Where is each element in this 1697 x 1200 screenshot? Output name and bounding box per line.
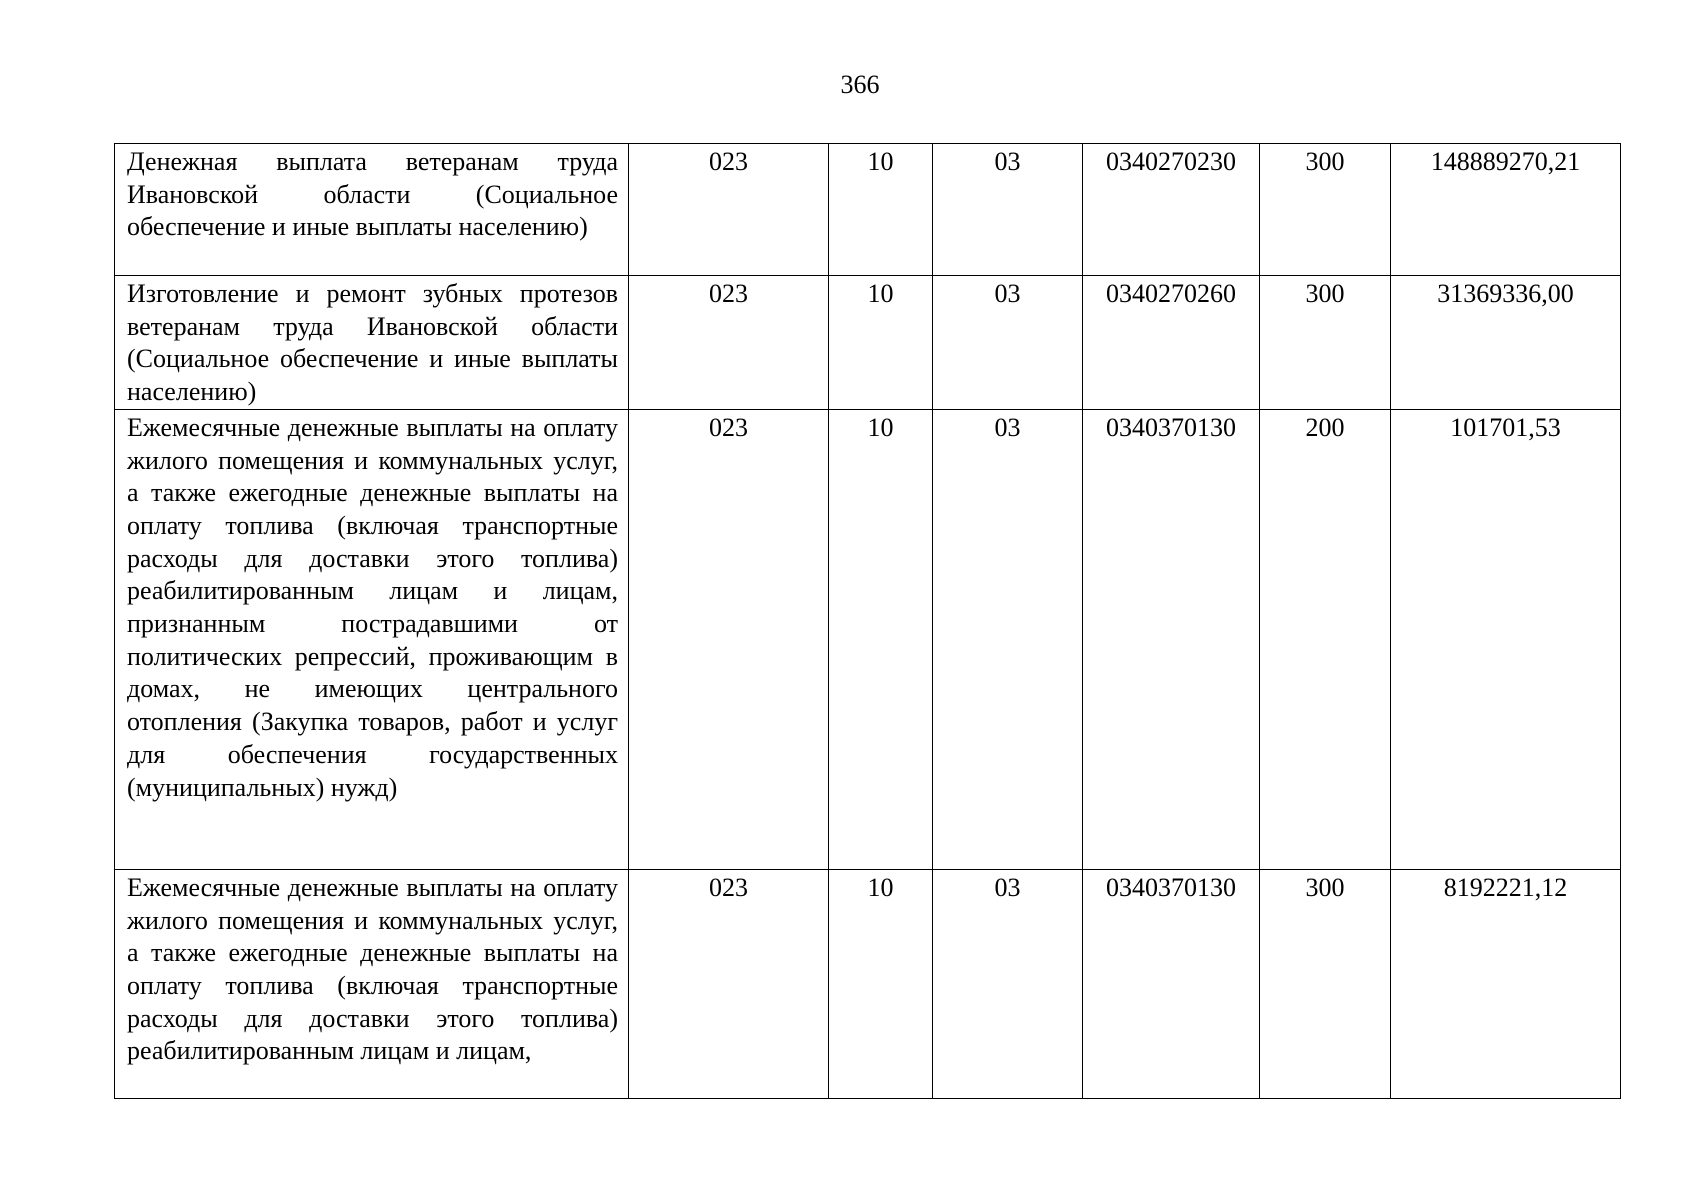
row-amount: 31369336,00 xyxy=(1391,276,1621,410)
row-gr-code: 023 xyxy=(629,409,829,869)
row-section-code: 10 xyxy=(829,409,933,869)
row-target-code: 0340370130 xyxy=(1083,409,1260,869)
row-subsection-code: 03 xyxy=(933,409,1083,869)
row-target-code: 0340270260 xyxy=(1083,276,1260,410)
table-row xyxy=(115,144,1621,276)
row-target-code: 0340270230 xyxy=(1083,144,1260,276)
row-expense-type-code: 300 xyxy=(1260,276,1391,410)
row-subsection-code: 03 xyxy=(933,869,1083,1098)
row-target-code: 0340370130 xyxy=(1083,869,1260,1098)
page-number: 366 xyxy=(840,70,880,99)
row-gr-code: 023 xyxy=(629,276,829,410)
row-amount: 101701,53 xyxy=(1391,409,1621,869)
row-description: Ежемесячные денежные выплаты на оплату жилого помещения и коммунальных услуг, а также ежегодные денежные выплаты на оплату топлива (включая транспортные расходы для доставки этого топлива) реабилитированным лицам и лицам, xyxy=(115,869,629,1098)
row-amount: 148889270,21 xyxy=(1391,144,1621,276)
row-amount: 8192221,12 xyxy=(1391,869,1621,1098)
row-expense-type-code: 200 xyxy=(1260,409,1391,869)
row-subsection-code: 03 xyxy=(933,144,1083,276)
row-gr-code: 023 xyxy=(629,869,829,1098)
row-gr-code: 023 xyxy=(629,144,829,276)
table-row xyxy=(115,869,1621,1098)
row-description: Изготовление и ремонт зубных протезов ветеранам труда Ивановской области (Социальное обеспечение и иные выплаты населению) xyxy=(115,276,629,410)
budget-table xyxy=(114,143,1621,1099)
row-section-code: 10 xyxy=(829,869,933,1098)
row-description: Ежемесячные денежные выплаты на оплату жилого помещения и коммунальных услуг, а также ежегодные денежные выплаты на оплату топлива (включая транспортные расходы для доставки этого топлива) реабилитированным лицам и лицам, признанным пострадавшими от политических репрессий, проживающим в домах, не имеющих центрального отопления (Закупка товаров, работ и услуг для обеспечения государственных (муниципальных) нужд) xyxy=(115,409,629,869)
table-row xyxy=(115,276,1621,410)
row-expense-type-code: 300 xyxy=(1260,144,1391,276)
table-row xyxy=(115,409,1621,869)
row-description: Денежная выплата ветеранам труда Ивановской области (Социальное обеспечение и иные выплаты населению) xyxy=(115,144,629,276)
row-section-code: 10 xyxy=(829,276,933,410)
row-expense-type-code: 300 xyxy=(1260,869,1391,1098)
row-section-code: 10 xyxy=(829,144,933,276)
row-subsection-code: 03 xyxy=(933,276,1083,410)
